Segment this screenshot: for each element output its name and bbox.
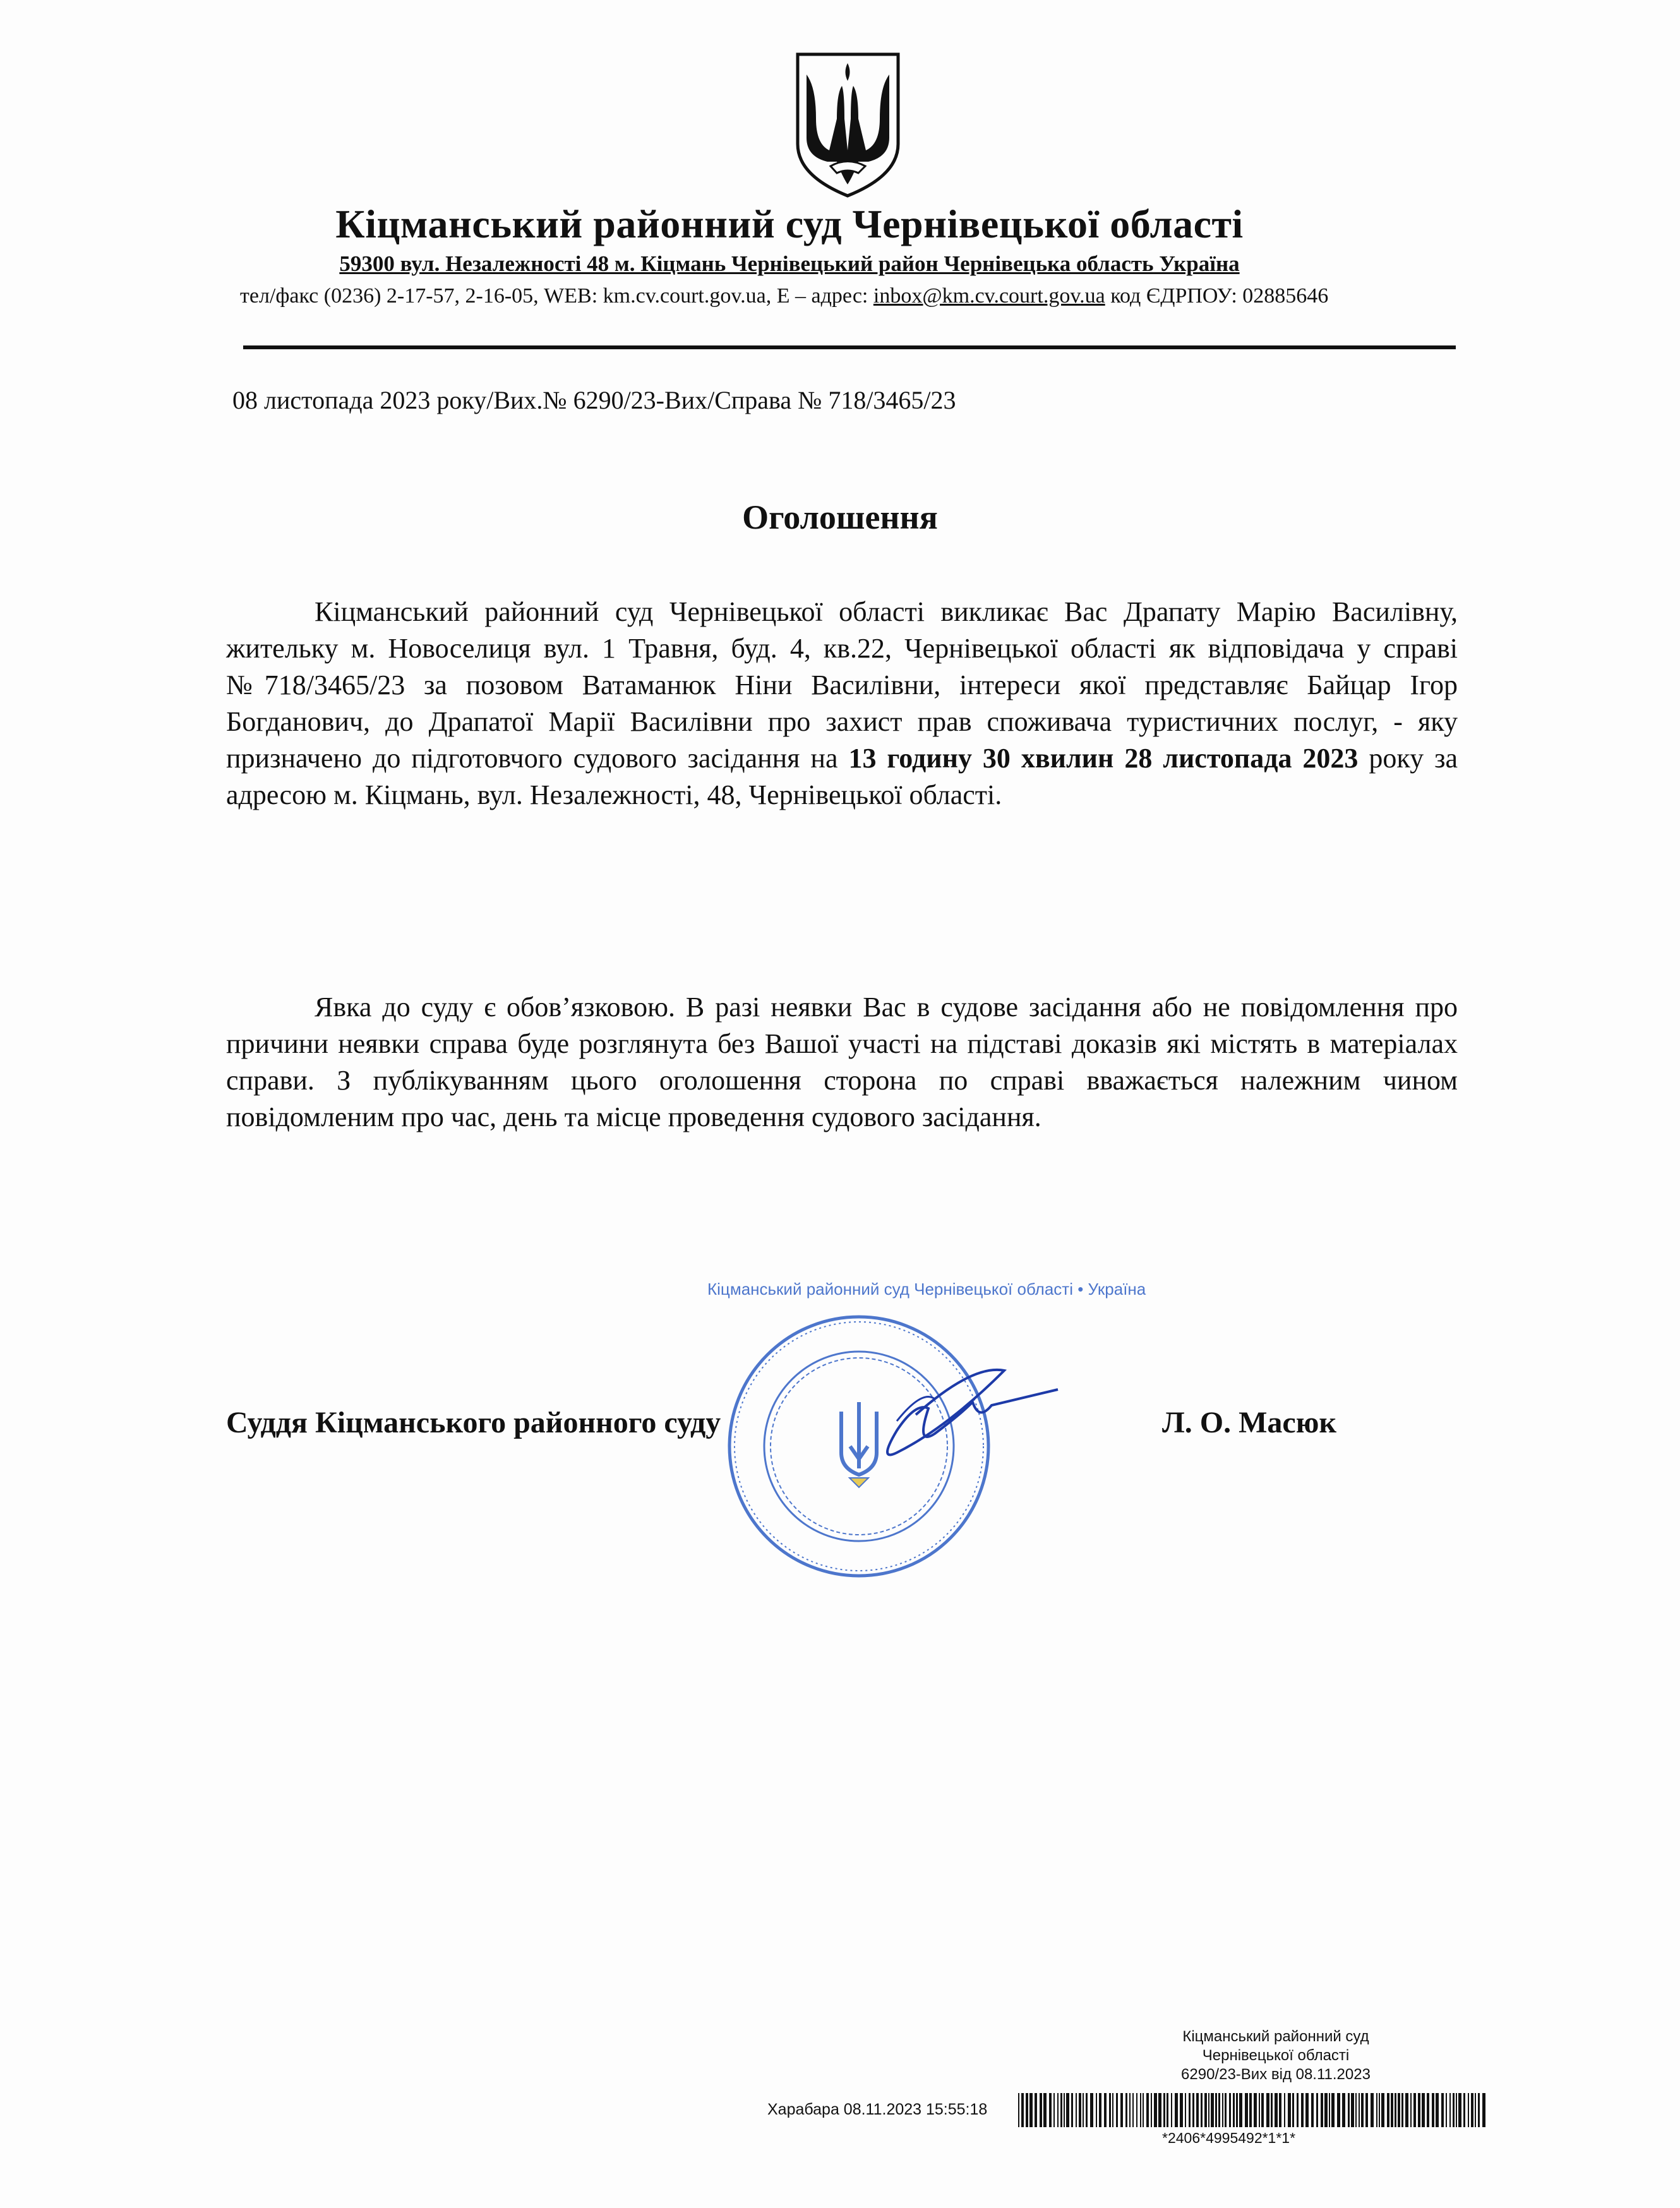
barcode-bar xyxy=(1229,2093,1231,2127)
barcode-bar xyxy=(1342,2093,1345,2127)
contacts-edrpou: код ЄДРПОУ: 02885646 xyxy=(1105,284,1329,308)
header-divider xyxy=(243,345,1456,349)
barcode-bar xyxy=(1136,2093,1137,2127)
barcode-bar xyxy=(1436,2093,1439,2127)
barcode-bar xyxy=(1236,2093,1238,2127)
barcode-bar xyxy=(1311,2093,1314,2127)
barcode-number: *2406*4995492*1*1* xyxy=(1162,2130,1296,2146)
barcode-bar xyxy=(1120,2093,1123,2127)
barcode-bar xyxy=(1167,2093,1168,2127)
coat-of-arms-icon xyxy=(793,49,903,201)
barcode-bar xyxy=(1321,2093,1323,2127)
barcode-bar xyxy=(1204,2093,1207,2127)
barcode-bar xyxy=(1116,2093,1118,2127)
court-name: Кіцманський районний суд Чернівецької області xyxy=(335,201,1244,246)
judge-name: Л. О. Масюк xyxy=(1162,1406,1337,1439)
barcode-bar xyxy=(1432,2093,1434,2127)
barcode-bar xyxy=(1427,2093,1429,2127)
barcode-bar xyxy=(1365,2093,1368,2127)
barcode-bar xyxy=(1083,2093,1084,2127)
barcode-bar xyxy=(1387,2093,1389,2127)
court-email-link[interactable]: inbox@km.cv.court.gov.ua xyxy=(873,284,1105,308)
barcode-bar xyxy=(1090,2093,1093,2127)
barcode-bar xyxy=(1266,2093,1269,2127)
barcode-bar xyxy=(1324,2093,1328,2127)
barcode-bar xyxy=(1112,2093,1113,2127)
barcode-bar xyxy=(1158,2093,1161,2127)
barcode-bar xyxy=(1405,2093,1408,2127)
barcode-bar xyxy=(1208,2093,1209,2127)
barcode-bar xyxy=(1275,2093,1278,2127)
court-seal-stamp xyxy=(707,1280,1146,1598)
attendance-paragraph xyxy=(226,989,1458,1136)
barcode-bar xyxy=(1292,2093,1294,2127)
barcode-bar xyxy=(1146,2093,1149,2127)
barcode-bar xyxy=(1271,2093,1273,2127)
barcode-bar xyxy=(1381,2093,1384,2127)
hearing-datetime: 13 годину 30 хвилин 28 листопада 2023 xyxy=(848,743,1359,774)
barcode-bar xyxy=(1361,2093,1364,2127)
barcode-bar xyxy=(1035,2093,1037,2127)
barcode-bar xyxy=(1391,2093,1393,2127)
barcode-bar xyxy=(1249,2093,1252,2127)
barcode-bar xyxy=(1192,2093,1194,2127)
registration-barcode xyxy=(1018,2093,1489,2127)
barcode-bar xyxy=(1099,2093,1101,2127)
barcode-bar xyxy=(1475,2093,1476,2127)
barcode-bar xyxy=(1395,2093,1396,2127)
barcode-bar xyxy=(1225,2093,1227,2127)
barcode-bar xyxy=(1239,2093,1242,2127)
barcode-bar xyxy=(1351,2093,1354,2127)
barcode-bar xyxy=(1458,2093,1461,2127)
attendance-text: Явка до суду є обов’язковою. В разі неявки Вас в судове засідання або не повідомлення про причини неявки справа буде розглянута без Вашої участі на підставі доказів які містять в матеріалах справи. З публікуванням цього оголошення сторона по справі вважається належним чином повідомленим про час, день та місце проведення судового засідання. xyxy=(226,992,1458,1132)
barcode-bar xyxy=(1171,2093,1172,2127)
registration-clerk-stamp: Харабара 08.11.2023 15:55:18 xyxy=(767,2101,988,2118)
barcode-bar xyxy=(1175,2093,1178,2127)
outgoing-reference: 08 листопада 2023 року/Вих.№ 6290/23-Вих/Справа № 718/3465/23 xyxy=(232,386,956,414)
barcode-bar xyxy=(1453,2093,1455,2127)
registration-number: 6290/23-Вих від 08.11.2023 xyxy=(1181,2066,1371,2083)
barcode-bar xyxy=(1079,2093,1081,2127)
barcode-bar xyxy=(1471,2093,1473,2127)
barcode-bar xyxy=(1245,2093,1248,2127)
barcode-bar xyxy=(1185,2093,1186,2127)
barcode-bar xyxy=(1021,2093,1024,2127)
barcode-bar xyxy=(1040,2093,1042,2127)
barcode-bar xyxy=(1060,2093,1062,2127)
barcode-bar xyxy=(1379,2093,1380,2127)
barcode-bar xyxy=(1254,2093,1257,2127)
barcode-bar xyxy=(1125,2093,1127,2127)
barcode-bar xyxy=(1261,2093,1264,2127)
barcode-bar xyxy=(1049,2093,1052,2127)
barcode-bar xyxy=(1284,2093,1285,2127)
barcode-bar xyxy=(1316,2093,1318,2127)
barcode-bar xyxy=(1215,2093,1217,2127)
barcode-bar xyxy=(1029,2093,1033,2127)
barcode-bar xyxy=(1441,2093,1444,2127)
barcode-bar xyxy=(1482,2093,1485,2127)
barcode-bar xyxy=(1066,2093,1069,2127)
barcode-bar xyxy=(1371,2093,1374,2127)
barcode-bar xyxy=(1201,2093,1203,2127)
barcode-bar xyxy=(1104,2093,1107,2127)
barcode-bar xyxy=(1086,2093,1088,2127)
barcode-bar xyxy=(1163,2093,1165,2127)
barcode-bar xyxy=(1329,2093,1330,2127)
barcode-bar xyxy=(1456,2093,1457,2127)
barcode-bar xyxy=(1376,2093,1377,2127)
barcode-bar xyxy=(1151,2093,1152,2127)
barcode-bar xyxy=(1057,2093,1059,2127)
barcode-bar xyxy=(1418,2093,1420,2127)
barcode-bar xyxy=(1422,2093,1425,2127)
barcode-bar xyxy=(1132,2093,1134,2127)
document-title: Оголошення xyxy=(742,498,938,536)
barcode-bar xyxy=(1189,2093,1191,2127)
barcode-bar xyxy=(1478,2093,1480,2127)
barcode-bar xyxy=(1096,2093,1097,2127)
barcode-bar xyxy=(1446,2093,1447,2127)
barcode-bar xyxy=(1071,2093,1073,2127)
court-address: 59300 вул. Незалежності 48 м. Кіцмань Чернівецький район Чернівецька область Україна xyxy=(339,251,1240,276)
barcode-bar xyxy=(1410,2093,1412,2127)
judge-position: Суддя Кіцманського районного суду xyxy=(226,1406,721,1439)
barcode-bar xyxy=(1468,2093,1469,2127)
barcode-bar xyxy=(1297,2093,1299,2127)
barcode-bar xyxy=(1143,2093,1144,2127)
barcode-bar xyxy=(1401,2093,1403,2127)
barcode-bar xyxy=(1196,2093,1199,2127)
barcode-bar xyxy=(1413,2093,1416,2127)
announcement-paragraph xyxy=(226,594,1458,813)
barcode-bar xyxy=(1348,2093,1350,2127)
barcode-bar xyxy=(1233,2093,1235,2127)
barcode-bar xyxy=(1337,2093,1340,2127)
barcode-bar xyxy=(1026,2093,1028,2127)
registration-court: Кіцманський районний суд xyxy=(1182,2028,1369,2045)
barcode-bar xyxy=(1279,2093,1281,2127)
barcode-bar xyxy=(1398,2093,1400,2127)
court-contacts xyxy=(240,284,1328,308)
barcode-bar xyxy=(1109,2093,1111,2127)
paragraph-text-after: року за адресою м. Кіцмань, вул. Незалежності, 48, Чернівецької області. xyxy=(226,743,1458,810)
barcode-bar xyxy=(1449,2093,1451,2127)
barcode-bar xyxy=(1305,2093,1309,2127)
barcode-bar xyxy=(1140,2093,1141,2127)
barcode-bar xyxy=(1259,2093,1260,2127)
barcode-bar xyxy=(1076,2093,1077,2127)
barcode-bar xyxy=(1218,2093,1220,2127)
barcode-bar xyxy=(1211,2093,1214,2127)
barcode-bar xyxy=(1222,2093,1223,2127)
barcode-bar xyxy=(1355,2093,1357,2127)
barcode-bar xyxy=(1180,2093,1183,2127)
seal-ring-text: Кіцманський районний суд Чернівецької області • Україна xyxy=(707,1280,1146,1299)
contacts-phone-web: тел/факс (0236) 2-17-57, 2-16-05, WEB: km.cv.court.gov.ua, E – адрес: xyxy=(240,284,873,308)
barcode-bar xyxy=(1053,2093,1055,2127)
barcode-bar xyxy=(1331,2093,1335,2127)
barcode-bar xyxy=(1463,2093,1465,2127)
barcode-bar xyxy=(1301,2093,1304,2127)
barcode-bar xyxy=(1359,2093,1360,2127)
registration-block xyxy=(1074,2027,1478,2084)
barcode-bar xyxy=(1064,2093,1065,2127)
barcode-bar xyxy=(1043,2093,1047,2127)
barcode-bar xyxy=(1018,2093,1019,2127)
registration-region: Чернівецької області xyxy=(1202,2047,1350,2064)
barcode-bar xyxy=(1288,2093,1291,2127)
barcode-bar xyxy=(1154,2093,1157,2127)
barcode-bar xyxy=(1129,2093,1131,2127)
paragraph-text-before: Кіцманський районний суд Чернівецької області викликає Вас Драпату Марію Василівну, жительку м. Новоселиця вул. 1 Травня, буд. 4, кв.22, Чернівецької області як відповідача у справі №718/3465/23 за позовом Ватаманюк Ніни Василівни, інтереси якої представляє Байцар Ігор Богданович, до Драпатої Марії Василівни про захист прав споживача туристичних послуг, - яку призначено до підготовчого судового засідання на xyxy=(226,596,1458,774)
